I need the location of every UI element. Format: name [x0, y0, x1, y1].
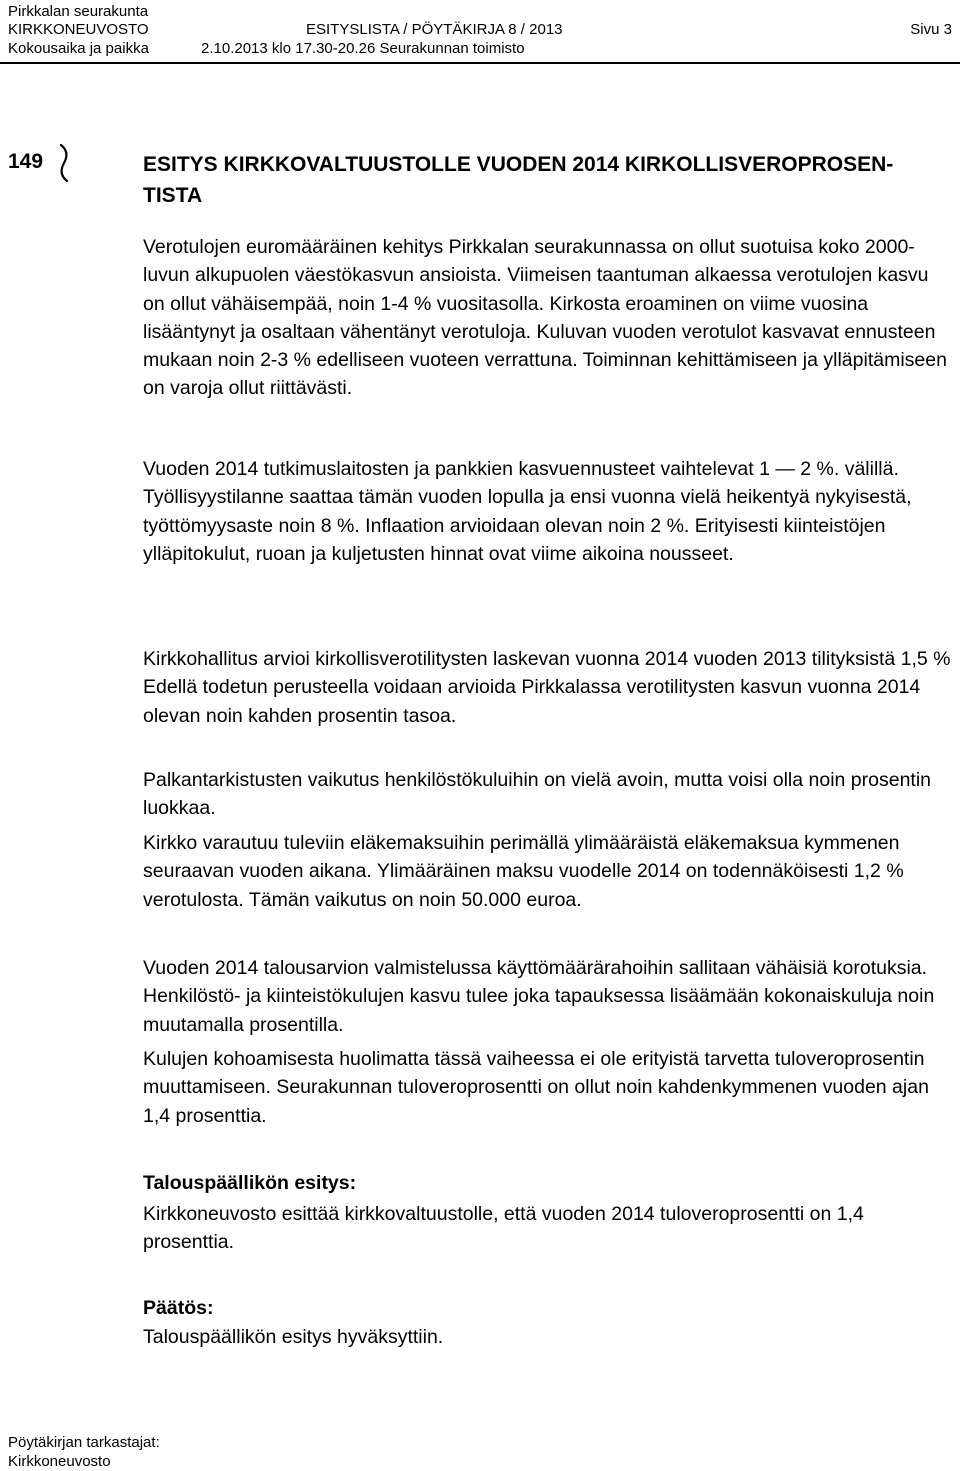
header-body: KIRKKONEUVOSTO [8, 21, 149, 38]
header-page-number: Sivu 3 [910, 21, 952, 38]
proposal-label: Talouspäällikön esitys: [143, 1172, 357, 1194]
section-title: ESITYS KIRKKOVALTUUSTOLLE VUODEN 2014 KIRKOLLISVEROPROSEN-TISTA [143, 153, 894, 207]
paragraph-pension-contributions: Kirkko varautuu tuleviin eläkemaksuihin perimällä ylimääräistä eläkemaksua kymmenen seuraavan vuoden aikana. Ylimääräinen maksu vuodelle 2014 on todennäköisesti 1,2 % verotulosta. Tämän vaikutus on noin 50.000 euroa. [143, 832, 904, 911]
header-divider [0, 62, 960, 64]
proposal-text: Kirkkoneuvosto esittää kirkkovaltuustolle, että vuoden 2014 tuloveroprosentti on 1,4 prosenttia. [143, 1203, 864, 1254]
footer-body: Kirkkoneuvosto [8, 1453, 111, 1470]
paragraph-salary-adjustments: Palkantarkistusten vaikutus henkilöstökuluihin on vielä avoin, mutta voisi olla noin prosentin luokkaa. [143, 769, 932, 820]
header-meeting-value: 2.10.2013 klo 17.30-20.26 Seurakunnan toimisto [201, 40, 525, 57]
decision-label: Päätös: [143, 1297, 214, 1319]
header-meeting-label: Kokousaika ja paikka [8, 40, 149, 57]
footer-reviewers-label: Pöytäkirjan tarkastajat: [8, 1434, 160, 1451]
paragraph-budget-preparation: Vuoden 2014 talousarvion valmistelussa käyttömäärärahoihin sallitaan vähäisiä korotuksia. Henkilöstö- ja kiinteistökulujen kasvu tulee joka tapauksessa lisäämään kokonaiskuluja noin muutamalla prosentilla. [143, 957, 935, 1036]
header-organization: Pirkkalan seurakunta [8, 3, 149, 20]
header-document-type: ESITYSLISTA / PÖYTÄKIRJA 8 / 2013 [306, 21, 563, 38]
paragraph-tax-rate-unchanged: Kulujen kohoamisesta huolimatta tässä vaiheessa ei ole erityistä tarvetta tuloveroprosentin muuttamiseen. Seurakunnan tuloveroprosentti on ollut noin kahdenkymmenen vuoden ajan 1,4 prosenttia. [143, 1048, 929, 1127]
paragraph-tax-income-development: Verotulojen euromääräinen kehitys Pirkkalan seurakunnassa on ollut suotuisa koko 2000-luvun alkupuolen väestökasvun ansioista. Viimeisen taantuman alkaessa verotulojen kasvu on ollut vähäisempää, noin 1-4 % vuositasolla. Kirkosta eroaminen on viime vuosina lisääntynyt ja osaltaan vähentänyt verotuloja. Kuluvan vuoden verotulot kasvavat ennusteen mukaan noin 2-3 % edelliseen vuoteen verrattuna. Toiminnan kehittämiseen ja ylläpitämiseen on varoja ollut riittävästi. [143, 236, 947, 400]
section-sign-icon [57, 143, 71, 183]
section-number: 149 [8, 150, 44, 173]
decision-text: Talouspäällikön esitys hyväksyttiin. [143, 1326, 444, 1348]
paragraph-church-board-estimate: Kirkkohallitus arvioi kirkollisverotilitysten laskevan vuonna 2014 vuoden 2013 tilityksistä 1,5 % Edellä todetun perusteella voidaan arvioida Pirkkalassa verotilitysten kasvun vuonna 2014 olevan noin kahden prosentin tasoa. [143, 648, 951, 727]
paragraph-economic-outlook: Vuoden 2014 tutkimuslaitosten ja pankkien kasvuennusteet vaihtelevat 1 — 2 %. välillä. Työllisyystilanne saattaa tämän vuoden lopulla ja ensi vuonna vielä heikentyä nykyisestä, työttömyysaste noin 8 %. Inflaation arvioidaan olevan noin 2 %. Erityisesti kiinteistöjen ylläpitokulut, ruoan ja kuljetusten hinnat ovat viime aikoina nousseet. [143, 458, 912, 565]
